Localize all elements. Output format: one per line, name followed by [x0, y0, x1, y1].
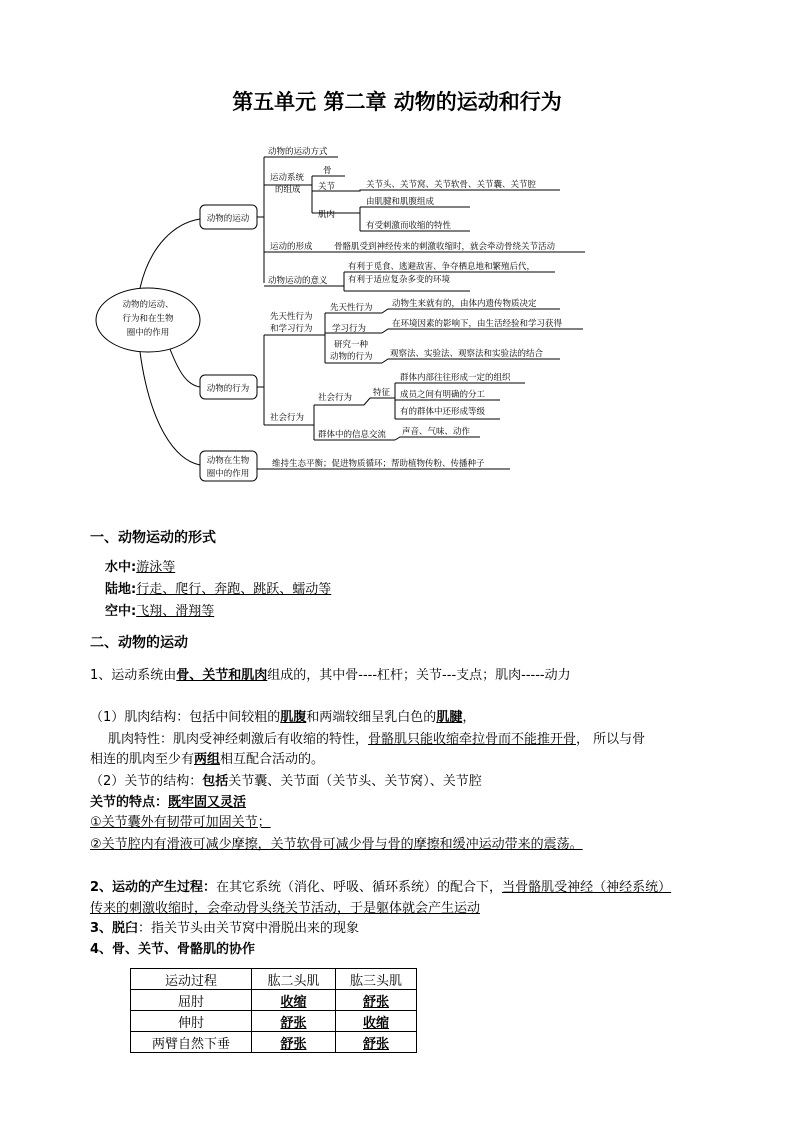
branch-curve-behavior	[170, 349, 200, 387]
branch-curve-role	[140, 352, 200, 465]
line-2-cont: 传来的刺激收缩时，会牵动骨头绕关节活动，于是躯体就会产生运动	[90, 901, 481, 916]
social-b-label: 社会行为	[318, 393, 353, 403]
muscle-pair	[90, 748, 324, 767]
movement-bracket	[257, 157, 264, 283]
social-label: 社会行为	[270, 413, 305, 423]
root-line-2: 行为和在生物	[122, 314, 174, 324]
line-1-c: 组成的，其中骨----杠杆；关节---支点；肌肉-----动力	[267, 668, 571, 683]
learned-link	[382, 329, 583, 333]
branch-curve-movement	[140, 219, 200, 288]
m3-b: 两组	[194, 752, 221, 767]
line-3	[90, 917, 359, 936]
sig-b: 有利于适应复杂多变的环境	[348, 275, 451, 285]
system-label-1: 运动系统	[270, 173, 305, 183]
water-row	[105, 556, 175, 575]
m1-e: ，	[462, 710, 476, 725]
system-label-2: 的组成	[275, 185, 301, 195]
table-cell: 屈肘	[131, 990, 252, 1011]
table-cell: 收缩	[336, 1011, 417, 1032]
innate-label: 先天性行为	[330, 303, 373, 313]
innate-link	[382, 309, 560, 313]
land-value: 行走、爬行、奔跑、跳跃、蠕动等	[136, 582, 332, 597]
joint-note-2: ②关节腔内有滑液可减少摩擦，关节软骨可减少骨与骨的摩擦和缓冲运动带来的震荡。	[90, 837, 583, 852]
root-line-1: 动物的运动、	[122, 300, 174, 310]
formation-label: 运动的形成	[270, 242, 313, 252]
table-cell: 收缩	[252, 990, 336, 1011]
land-row	[105, 578, 331, 597]
table-cell: 两臂自然下垂	[131, 1032, 252, 1053]
innate-learned-2: 和学习行为	[270, 324, 313, 334]
learned-label: 学习行为	[332, 324, 367, 334]
joint-note-1: ①关节囊外有韧带可加固关节；	[90, 815, 271, 830]
node-movement-label: 动物的运动	[206, 214, 250, 224]
table-header: 肱三头肌	[336, 969, 417, 990]
table-cell: 舒张	[252, 1032, 336, 1053]
line-4: 4、骨、关节、骨骼肌的协作	[90, 942, 256, 957]
formation-desc: 骨骼肌受到神经传来的刺激收缩时，就会牵动骨绕关节活动	[334, 242, 556, 252]
line-3-a: 3、脱臼	[90, 921, 139, 936]
muscle-label: 肌肉	[318, 210, 336, 220]
mode-label: 动物的运动方式	[268, 147, 328, 157]
m3-a: 相连的肌肉至少有	[90, 752, 195, 767]
muscle-bracket	[345, 207, 360, 231]
table-cell: 舒张	[336, 990, 417, 1011]
study-link	[382, 359, 560, 363]
feat-c: 有的群体中还形成等级	[400, 407, 486, 417]
root-line-3: 圈中的作用	[126, 328, 170, 338]
line-3-b: ：指关节头由关节窝中滑脱出来的现象	[138, 921, 360, 936]
innate-learned-1: 先天性行为	[270, 312, 313, 322]
table-row	[131, 1032, 417, 1053]
j1-a: （2）关节的结构：	[90, 774, 203, 789]
significance-bracket	[340, 272, 344, 291]
study-label-2: 动物的行为	[330, 352, 373, 362]
m2-b: 骨骼肌只能收缩牵拉骨而不能推开骨	[368, 732, 577, 747]
node-role-label-1: 动物在生物	[206, 456, 250, 466]
j2-a: 关节的特点：	[90, 795, 169, 810]
learned-desc: 在环境因素的影响下，由生活经验和学习获得	[392, 319, 563, 329]
table-cell: 舒张	[336, 1032, 417, 1053]
joint-structure	[90, 770, 482, 789]
line-2-c: 当骨骼肌受神经（神经系统）	[502, 880, 672, 895]
air-value: 飞翔、滑翔等	[136, 604, 215, 619]
table-header: 运动过程	[131, 969, 252, 990]
joint-parts: 关节头、关节窝、关节软骨、关节囊、关节腔	[366, 180, 537, 190]
m2-a: 肌肉特性：肌肉受神经刺激后有收缩的特性，	[108, 732, 369, 747]
bone-label: 骨	[323, 166, 332, 176]
node-behavior-label: 动物的行为	[206, 384, 250, 394]
m3-c: 相互配合活动的。	[220, 752, 325, 767]
innate-desc: 动物生来就有的，由体内遗传物质决定	[392, 299, 537, 309]
feature-label: 特征	[373, 388, 391, 398]
table-cell: 伸肘	[131, 1011, 252, 1032]
info-link	[395, 437, 480, 440]
table-row	[131, 1011, 417, 1032]
line-2-b: 在其它系统（消化、呼吸、循环系统）的配合下，	[216, 880, 503, 895]
j1-b: 包括	[202, 774, 229, 789]
innate-learned-bracket	[322, 313, 325, 363]
line-1	[90, 664, 571, 683]
study-label-1: 研究一种	[334, 340, 369, 350]
mind-map	[0, 135, 794, 485]
node-role-label-2: 圈中的作用	[206, 469, 250, 479]
line-2	[90, 876, 671, 895]
table-cell: 舒张	[252, 1011, 336, 1032]
significance-label: 动物运动的意义	[268, 276, 328, 286]
water-value: 游泳等	[136, 560, 176, 575]
line-1-b: 骨、关节和肌肉	[176, 668, 268, 683]
section-1-heading: 一、动物运动的形式	[90, 530, 216, 546]
air-row	[105, 600, 214, 619]
line-2-a: 2、运动的产生过程：	[90, 880, 217, 895]
water-label: 水中:	[105, 560, 137, 575]
land-label: 陆地:	[105, 582, 137, 597]
behavior-bracket	[257, 335, 264, 425]
muscle-b: 有受刺激而收缩的特性	[366, 221, 452, 231]
line-1-a: 1、运动系统由	[90, 668, 177, 683]
muscle-structure	[90, 706, 475, 725]
table-row	[131, 990, 417, 1011]
table-header: 肱二头肌	[252, 969, 336, 990]
social-bracket	[312, 405, 314, 440]
joint-label: 关节	[318, 182, 336, 192]
j2-b: 既牢固又灵活	[168, 795, 247, 810]
m2-c: ， 所以与骨	[576, 732, 646, 747]
m1-d: 肌腱	[436, 710, 463, 725]
study-desc: 观察法、实验法、观察法和实验法的结合	[390, 349, 544, 359]
joint-link	[350, 190, 560, 191]
air-label: 空中:	[105, 604, 137, 619]
muscle-property	[108, 728, 645, 747]
feat-b: 成员之间有明确的分工	[400, 390, 486, 400]
muscle-a: 由肌腱和肌腹组成	[366, 197, 435, 207]
j1-c: 关节囊、关节面（关节头、关节窝）、关节腔	[228, 774, 482, 789]
m1-c: 和两端较细呈乳白色的	[306, 710, 437, 725]
role-desc: 维持生态平衡；促进物质循环；帮助植物传粉、传播种子	[272, 459, 485, 469]
table-header-row	[131, 969, 417, 990]
m1-a: （1）肌肉结构：包括中间较粗的	[90, 710, 281, 725]
page-title: 第五单元 第二章 动物的运动和行为	[232, 90, 562, 114]
section-2-heading: 二、动物的运动	[90, 635, 188, 651]
feat-a: 群体内部往往形成一定的组织	[400, 373, 511, 383]
info-label: 群体中的信息交流	[318, 430, 387, 440]
cooperation-table	[130, 968, 417, 1053]
info-desc: 声音、气味、动作	[402, 427, 471, 437]
joint-feature	[90, 791, 246, 810]
m1-b: 肌腹	[280, 710, 307, 725]
sig-a: 有利于觅食、逃避敌害、争夺栖息地和繁殖后代，	[348, 262, 536, 272]
